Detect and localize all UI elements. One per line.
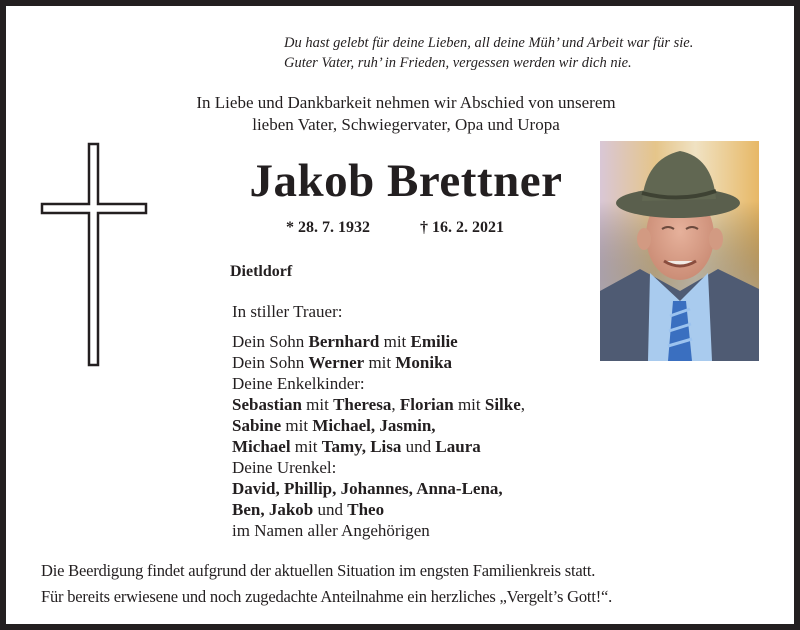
mourners-list: [232, 301, 525, 541]
mourner-line: [232, 394, 525, 415]
mourner-name: Tamy, Lisa: [321, 437, 402, 456]
mourner-connector: mit: [301, 395, 334, 414]
mourner-connector: ,: [391, 395, 400, 414]
mourner-name: Monika: [395, 353, 453, 372]
intro-line-2: lieben Vater, Schwiegervater, Opa und Uropa: [252, 115, 560, 134]
mourner-line: [232, 352, 525, 373]
mourner-connector: Deine Urenkel:: [232, 458, 337, 477]
mourner-name: David, Phillip, Johannes, Anna-Lena,: [232, 479, 503, 498]
footer-line-1: Die Beerdigung findet aufgrund der aktuellen Situation im engsten Familienkreis statt.: [41, 561, 596, 580]
footer-line-2: Für bereits erwiesene und noch zugedachte Anteilnahme ein herzliches „Vergelt’s Gott!“.: [41, 587, 613, 606]
mourner-name: Florian: [399, 395, 454, 414]
mourner-connector: mit: [453, 395, 485, 414]
mourner-name: Laura: [435, 437, 481, 456]
mourner-connector: Dein Sohn: [232, 332, 309, 351]
death-date: † 16. 2. 2021: [420, 219, 504, 236]
mourner-name: Sabine: [232, 416, 282, 435]
mourner-connector: Deine Enkelkinder:: [232, 374, 365, 393]
mourner-name: Michael, Jasmin,: [312, 416, 436, 435]
mourner-line: [232, 415, 525, 436]
mourner-name: Sebastian: [232, 395, 302, 414]
mourner-name: Michael: [232, 437, 291, 456]
mourner-connector: und: [401, 437, 436, 456]
mourner-connector: mit: [379, 332, 411, 351]
mourner-line: [232, 520, 525, 541]
mourner-line: [232, 436, 525, 457]
mourner-line: [232, 373, 525, 394]
motto-line-1: Du hast gelebt für deine Lieben, all deine Müh’ und Arbeit war für sie.: [284, 35, 694, 51]
mourner-connector: mit: [364, 353, 396, 372]
mourner-line: [232, 457, 525, 478]
mourner-line: [232, 499, 525, 520]
mourner-name: Theresa: [333, 395, 392, 414]
mourners-heading: In stiller Trauer:: [232, 302, 343, 321]
mourner-connector: mit: [290, 437, 322, 456]
mourner-connector: ,: [520, 395, 526, 414]
mourner-line: [232, 331, 525, 352]
mourner-name: Silke: [484, 395, 521, 414]
mourner-name: Ben, Jakob: [232, 500, 314, 519]
cross-icon: [40, 142, 150, 373]
mourner-connector: mit: [281, 416, 313, 435]
obituary-card: [6, 6, 794, 624]
deceased-name: Jakob Brettner: [249, 155, 563, 207]
motto-line-2: Guter Vater, ruh’ in Frieden, vergessen werden wir dich nie.: [284, 55, 632, 71]
portrait-photo: [600, 141, 759, 361]
funeral-notice: [41, 558, 612, 610]
intro-line-1: In Liebe und Dankbarkeit nehmen wir Abschied von unserem: [196, 93, 616, 112]
mourner-lines: [232, 331, 525, 541]
mourner-name: Emilie: [410, 332, 458, 351]
hometown: Dietldorf: [230, 263, 293, 280]
mourner-name: Werner: [308, 353, 365, 372]
mourner-name: Bernhard: [308, 332, 380, 351]
intro-text: [106, 92, 706, 136]
mourner-name: Theo: [347, 500, 385, 519]
mourner-connector: im Namen aller Angehörigen: [232, 521, 430, 540]
mourner-connector: Dein Sohn: [232, 353, 309, 372]
motto-verse: [284, 33, 693, 73]
mourner-connector: und: [313, 500, 348, 519]
birth-date: * 28. 7. 1932: [286, 219, 370, 236]
mourner-line: [232, 478, 525, 499]
